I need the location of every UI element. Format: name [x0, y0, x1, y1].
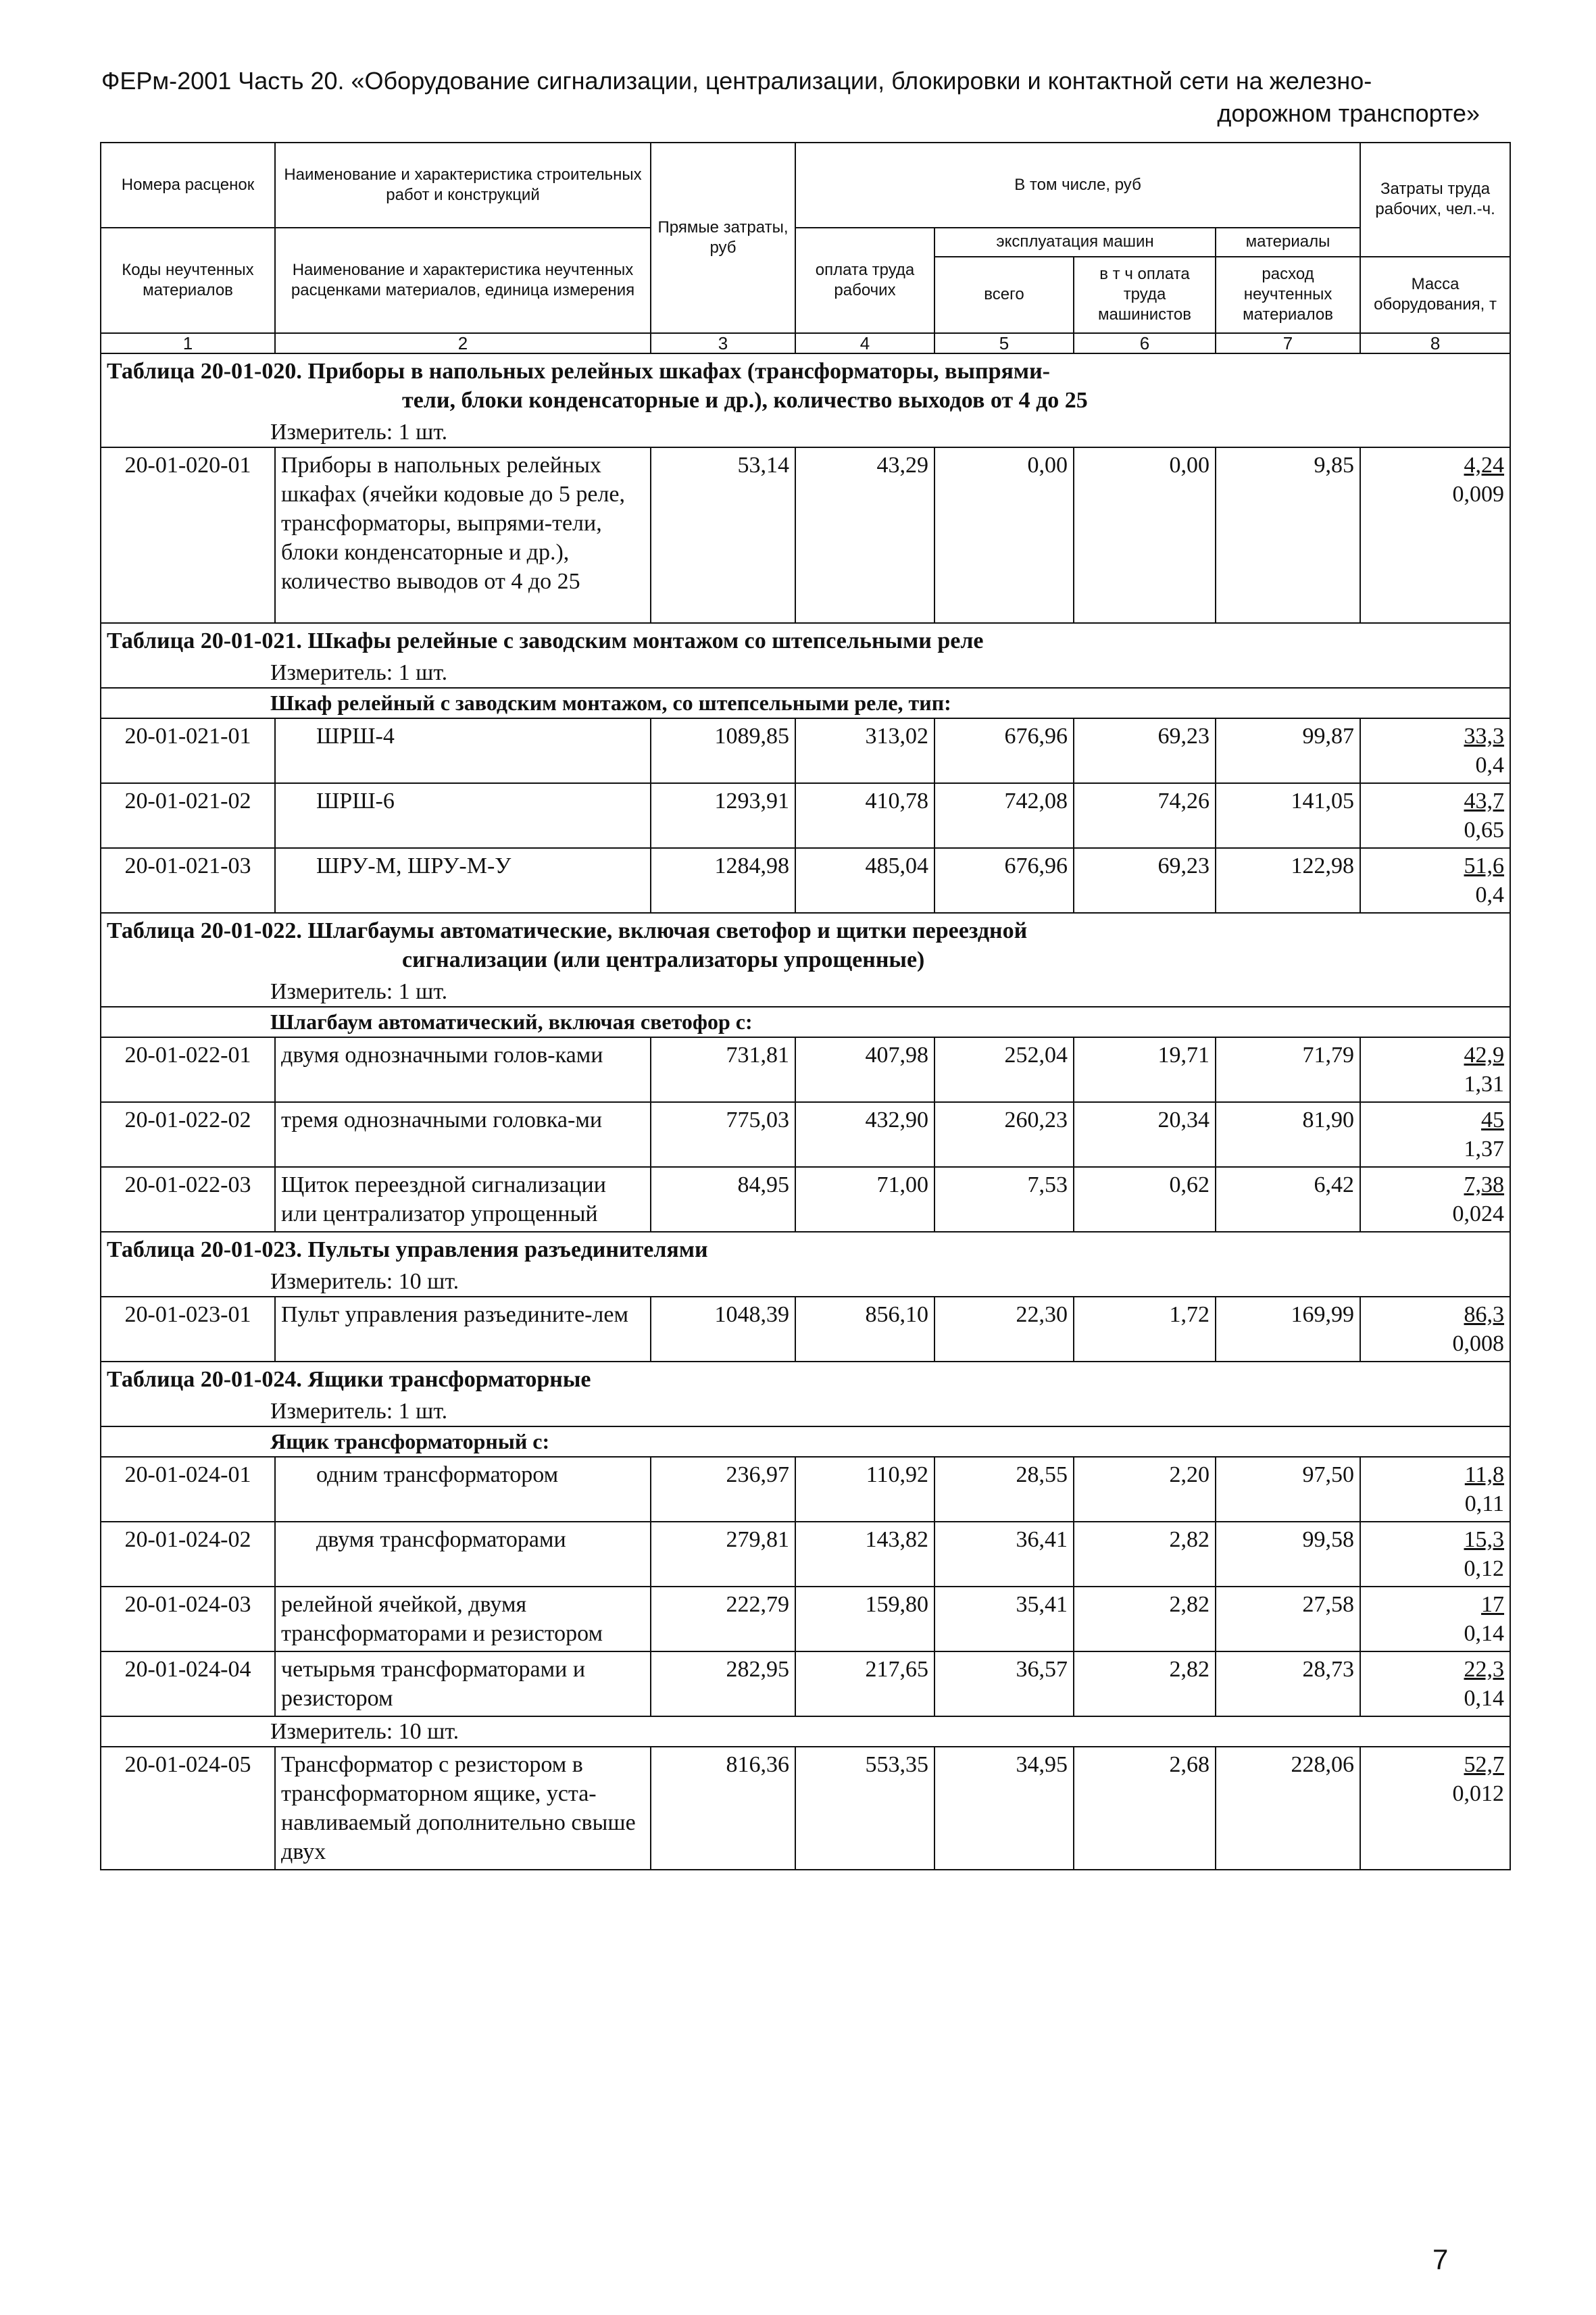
direct-costs: 279,81 [651, 1522, 795, 1587]
head-pryamye: Прямые затраты, руб [651, 143, 795, 333]
labor-mass [1360, 783, 1510, 848]
direct-costs: 282,95 [651, 1651, 795, 1716]
head-massa: Масса оборудования, т [1360, 257, 1510, 333]
table-title-line: Таблица 20-01-021. Шкафы релейные с заводским монтажом со штепсельными реле [107, 628, 984, 653]
rates-table [100, 142, 1511, 1870]
machines-total: 676,96 [934, 718, 1074, 783]
col-number: 8 [1360, 333, 1510, 353]
table-title [101, 353, 1510, 418]
table-row [101, 447, 1510, 623]
materials: 169,99 [1216, 1297, 1360, 1362]
rate-code: 20-01-024-01 [101, 1457, 275, 1522]
table-row [101, 1747, 1510, 1870]
labor-costs: 45 [1481, 1107, 1505, 1132]
head-kody: Коды неучтенных материалов [101, 228, 275, 333]
labor-costs: 4,24 [1464, 453, 1505, 478]
direct-costs: 53,14 [651, 447, 795, 623]
header-row [101, 143, 1510, 228]
direct-costs: 236,97 [651, 1457, 795, 1522]
rate-name: ШРШ-4 [275, 718, 651, 783]
document-header [101, 65, 1493, 130]
machinist-wage: 69,23 [1074, 848, 1216, 913]
rate-name: релейной ячейкой, двумя трансформаторами и резистором [275, 1587, 651, 1651]
materials: 97,50 [1216, 1457, 1360, 1522]
labor-costs: 33,3 [1464, 724, 1505, 749]
direct-costs: 84,95 [651, 1167, 795, 1232]
machines-total: 252,04 [934, 1037, 1074, 1102]
machinist-wage: 2,20 [1074, 1457, 1216, 1522]
materials: 228,06 [1216, 1747, 1360, 1870]
rate-name: тремя однозначными головка-ми [275, 1102, 651, 1167]
machinist-wage: 19,71 [1074, 1037, 1216, 1102]
table-row [101, 1587, 1510, 1651]
table-title-row [101, 353, 1510, 418]
machinist-wage: 74,26 [1074, 783, 1216, 848]
rate-name: Трансформатор с резистором в трансформаторном ящике, уста-навливаемый дополнительно свыше двух [275, 1747, 651, 1870]
equipment-mass: 0,008 [1452, 1331, 1505, 1356]
head-naim2: Наименование и характеристика неучтенных расценками материалов, единица измерения [275, 228, 651, 333]
direct-costs: 1089,85 [651, 718, 795, 783]
wage-workers: 410,78 [795, 783, 934, 848]
wage-workers: 407,98 [795, 1037, 934, 1102]
labor-mass [1360, 718, 1510, 783]
labor-mass [1360, 1167, 1510, 1232]
direct-costs: 1293,91 [651, 783, 795, 848]
rate-name: одним трансформатором [275, 1457, 651, 1522]
materials: 122,98 [1216, 848, 1360, 913]
equipment-mass: 1,31 [1464, 1072, 1505, 1097]
wage-workers: 553,35 [795, 1747, 934, 1870]
table-row [101, 1522, 1510, 1587]
table-row [101, 1297, 1510, 1362]
table-title-row [101, 1232, 1510, 1267]
labor-mass [1360, 1037, 1510, 1102]
meter-label: Измеритель: 10 шт. [101, 1716, 1510, 1747]
table-row [101, 1457, 1510, 1522]
machinist-wage: 0,00 [1074, 447, 1216, 623]
direct-costs: 816,36 [651, 1747, 795, 1870]
equipment-mass: 1,37 [1464, 1137, 1505, 1162]
table-title-row [101, 1362, 1510, 1397]
rate-code: 20-01-022-01 [101, 1037, 275, 1102]
rate-name: Щиток переездной сигнализации или централизатор упрощенный [275, 1167, 651, 1232]
table-title-line: сигнализации (или централизаторы упрощенные) [402, 947, 925, 972]
group-label: Шлагбаум автоматический, включая светофор с: [101, 1007, 1510, 1037]
labor-mass [1360, 1651, 1510, 1716]
meter-row [101, 658, 1510, 688]
meter-row [101, 418, 1510, 447]
meter-label: Измеритель: 1 шт. [101, 977, 1510, 1007]
materials: 99,87 [1216, 718, 1360, 783]
machines-total: 35,41 [934, 1587, 1074, 1651]
header-row [101, 228, 1510, 257]
labor-costs: 11,8 [1464, 1462, 1505, 1487]
group-row [101, 1007, 1510, 1037]
labor-mass [1360, 1747, 1510, 1870]
head-naim1: Наименование и характеристика строительных работ и конструкций [275, 143, 651, 228]
col-number: 1 [101, 333, 275, 353]
labor-mass [1360, 447, 1510, 623]
table-title [101, 913, 1510, 977]
table-title-line: Таблица 20-01-024. Ящики трансформаторные [107, 1367, 591, 1392]
direct-costs: 775,03 [651, 1102, 795, 1167]
head-zatraty: Затраты труда рабочих, чел.-ч. [1360, 143, 1510, 257]
labor-mass [1360, 1102, 1510, 1167]
table-title-line: тели, блоки конденсаторные и др.), количество выходов от 4 до 25 [402, 388, 1088, 413]
equipment-mass: 0,12 [1464, 1556, 1505, 1581]
direct-costs: 1284,98 [651, 848, 795, 913]
direct-costs: 1048,39 [651, 1297, 795, 1362]
table-row [101, 1037, 1510, 1102]
rate-code: 20-01-022-03 [101, 1167, 275, 1232]
group-row [101, 1426, 1510, 1457]
column-number-row [101, 333, 1510, 353]
machines-total: 22,30 [934, 1297, 1074, 1362]
equipment-mass: 0,65 [1464, 818, 1505, 843]
labor-costs: 51,6 [1464, 853, 1505, 878]
machines-total: 28,55 [934, 1457, 1074, 1522]
rate-code: 20-01-021-02 [101, 783, 275, 848]
col-number: 2 [275, 333, 651, 353]
rate-name: двумя однозначными голов-ками [275, 1037, 651, 1102]
rate-name: ШРШ-6 [275, 783, 651, 848]
materials: 99,58 [1216, 1522, 1360, 1587]
direct-costs: 731,81 [651, 1037, 795, 1102]
meter-row [101, 1267, 1510, 1297]
col-number: 3 [651, 333, 795, 353]
meter-label: Измеритель: 1 шт. [101, 1397, 1510, 1426]
wage-workers: 110,92 [795, 1457, 934, 1522]
rate-name: ШРУ-М, ШРУ-М-У [275, 848, 651, 913]
labor-mass [1360, 1457, 1510, 1522]
labor-costs: 42,9 [1464, 1043, 1505, 1068]
col-number: 6 [1074, 333, 1216, 353]
table-title [101, 1362, 1510, 1397]
table-title [101, 623, 1510, 658]
materials: 28,73 [1216, 1651, 1360, 1716]
labor-costs: 86,3 [1464, 1302, 1505, 1327]
meter-label: Измеритель: 1 шт. [101, 418, 1510, 447]
machines-total: 7,53 [934, 1167, 1074, 1232]
labor-mass [1360, 1587, 1510, 1651]
machinist-wage: 20,34 [1074, 1102, 1216, 1167]
rate-code: 20-01-021-03 [101, 848, 275, 913]
table-title [101, 1232, 1510, 1267]
col-number: 4 [795, 333, 934, 353]
head-v-tom-chisle: В том числе, руб [795, 143, 1360, 228]
rate-code: 20-01-023-01 [101, 1297, 275, 1362]
materials: 9,85 [1216, 447, 1360, 623]
rate-name: Пульт управления разъедините-лем [275, 1297, 651, 1362]
wage-workers: 71,00 [795, 1167, 934, 1232]
labor-costs: 22,3 [1464, 1657, 1505, 1682]
head-ekspl: эксплуатация машин [934, 228, 1216, 257]
equipment-mass: 0,14 [1464, 1686, 1505, 1711]
header-line-2: дорожном транспорте» [1217, 99, 1480, 127]
head-oplata: оплата труда рабочих [795, 228, 934, 333]
meter-row [101, 977, 1510, 1007]
machines-total: 36,41 [934, 1522, 1074, 1587]
head-vsego: всего [934, 257, 1074, 333]
table-title-line: Таблица 20-01-020. Приборы в напольных релейных шкафах (трансформаторы, выпрями- [107, 359, 1050, 384]
group-label: Шкаф релейный с заводским монтажом, со штепсельными реле, тип: [101, 688, 1510, 718]
machinist-wage: 2,82 [1074, 1522, 1216, 1587]
equipment-mass: 0,024 [1452, 1201, 1505, 1226]
materials: 27,58 [1216, 1587, 1360, 1651]
header-line-1: ФЕРм-2001 Часть 20. «Оборудование сигнализации, централизации, блокировки и контактной сети на железно- [101, 67, 1372, 95]
labor-mass [1360, 1522, 1510, 1587]
table-title-row [101, 913, 1510, 977]
col-number: 5 [934, 333, 1074, 353]
equipment-mass: 0,11 [1464, 1491, 1505, 1516]
wage-workers: 432,90 [795, 1102, 934, 1167]
table-title-line: Таблица 20-01-022. Шлагбаумы автоматические, включая светофор и щитки переездной [107, 918, 1028, 943]
rate-code: 20-01-020-01 [101, 447, 275, 623]
meter-row [101, 1716, 1510, 1747]
materials: 71,79 [1216, 1037, 1360, 1102]
head-materialy: материалы [1216, 228, 1360, 257]
col-number: 7 [1216, 333, 1360, 353]
labor-costs: 7,38 [1464, 1172, 1505, 1197]
machinist-wage: 2,82 [1074, 1587, 1216, 1651]
materials: 6,42 [1216, 1167, 1360, 1232]
rate-code: 20-01-024-05 [101, 1747, 275, 1870]
rate-code: 20-01-022-02 [101, 1102, 275, 1167]
rate-code: 20-01-024-04 [101, 1651, 275, 1716]
rate-code: 20-01-024-02 [101, 1522, 275, 1587]
machinist-wage: 69,23 [1074, 718, 1216, 783]
labor-costs: 17 [1481, 1592, 1505, 1617]
rate-name: четырьмя трансформаторами и резистором [275, 1651, 651, 1716]
labor-costs: 43,7 [1464, 789, 1505, 814]
machinist-wage: 2,82 [1074, 1651, 1216, 1716]
table-row [101, 1167, 1510, 1232]
rate-name: Приборы в напольных релейных шкафах (ячейки кодовые до 5 реле, трансформаторы, выпрями-тели, блоки конденсаторные и др.), количество выводов от 4 до 25 [275, 447, 651, 623]
machines-total: 34,95 [934, 1747, 1074, 1870]
equipment-mass: 0,14 [1464, 1621, 1505, 1646]
table-row [101, 848, 1510, 913]
table-title-row [101, 623, 1510, 658]
machines-total: 260,23 [934, 1102, 1074, 1167]
equipment-mass: 0,4 [1475, 882, 1505, 907]
wage-workers: 856,10 [795, 1297, 934, 1362]
head-vtch: в т ч оплата труда машинистов [1074, 257, 1216, 333]
meter-label: Измеритель: 1 шт. [101, 658, 1510, 688]
table-row [101, 1102, 1510, 1167]
labor-costs: 52,7 [1464, 1752, 1505, 1777]
wage-workers: 43,29 [795, 447, 934, 623]
machinist-wage: 0,62 [1074, 1167, 1216, 1232]
equipment-mass: 0,012 [1452, 1781, 1505, 1806]
machines-total: 36,57 [934, 1651, 1074, 1716]
head-rashod: расход неучтенных материалов [1216, 257, 1360, 333]
table-row [101, 718, 1510, 783]
rate-code: 20-01-024-03 [101, 1587, 275, 1651]
labor-costs: 15,3 [1464, 1527, 1505, 1552]
equipment-mass: 0,009 [1452, 482, 1505, 507]
labor-mass [1360, 1297, 1510, 1362]
group-label: Ящик трансформаторный с: [101, 1426, 1510, 1457]
rate-name: двумя трансформаторами [275, 1522, 651, 1587]
wage-workers: 485,04 [795, 848, 934, 913]
wage-workers: 143,82 [795, 1522, 934, 1587]
table-row [101, 1651, 1510, 1716]
meter-label: Измеритель: 10 шт. [101, 1267, 1510, 1297]
machines-total: 0,00 [934, 447, 1074, 623]
machinist-wage: 1,72 [1074, 1297, 1216, 1362]
rate-code: 20-01-021-01 [101, 718, 275, 783]
machines-total: 676,96 [934, 848, 1074, 913]
materials: 81,90 [1216, 1102, 1360, 1167]
page-number: 7 [1432, 2243, 1449, 2275]
head-nomera: Номера расценок [101, 143, 275, 228]
table-row [101, 783, 1510, 848]
group-row [101, 688, 1510, 718]
wage-workers: 159,80 [795, 1587, 934, 1651]
equipment-mass: 0,4 [1475, 753, 1505, 778]
wage-workers: 313,02 [795, 718, 934, 783]
table-title-line: Таблица 20-01-023. Пульты управления разъединителями [107, 1237, 708, 1262]
direct-costs: 222,79 [651, 1587, 795, 1651]
meter-row [101, 1397, 1510, 1426]
machines-total: 742,08 [934, 783, 1074, 848]
machinist-wage: 2,68 [1074, 1747, 1216, 1870]
materials: 141,05 [1216, 783, 1360, 848]
wage-workers: 217,65 [795, 1651, 934, 1716]
labor-mass [1360, 848, 1510, 913]
